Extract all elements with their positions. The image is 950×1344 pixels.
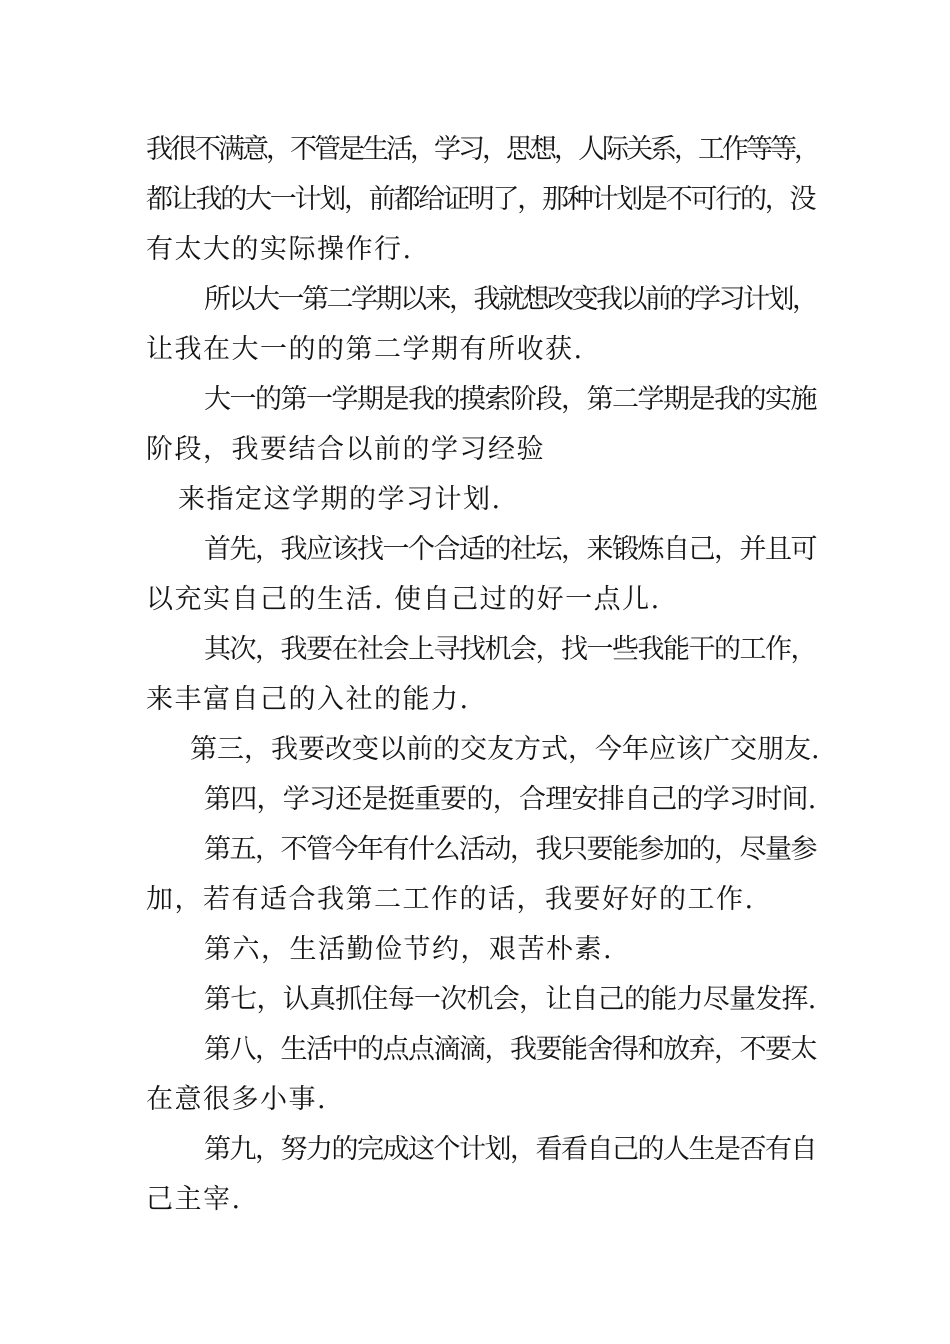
text-line: 第五，不管今年有什么活动，我只要能参加的，尽量参: [204, 834, 816, 865]
text-line: 来丰富自己的入社的能力.: [146, 684, 470, 715]
text-line: 首先，我应该找一个合适的社坛，来锻炼自己，并且可: [204, 534, 816, 565]
text-line: 来指定这学期的学习计划.: [178, 484, 502, 515]
text-line: 第九，努力的完成这个计划，看看自己的人生是否有自: [204, 1134, 816, 1165]
text-line: 让我在大一的的第二学期有所收获.: [146, 334, 584, 365]
text-line: 加，若有适合我第二工作的话，我要好好的工作.: [146, 884, 755, 915]
text-line: 都让我的大一计划，前都给证明了，那种计划是不可行的，没: [146, 184, 815, 215]
text-line: 有太大的实际操作行.: [146, 234, 413, 265]
text-line: 第七，认真抓住每一次机会，让自己的能力尽量发挥.: [204, 984, 816, 1015]
text-line: 以充实自己的生活. 使自己过的好一点儿.: [146, 584, 661, 615]
text-line: 在意很多小事.: [146, 1084, 328, 1115]
text-line: 第八，生活中的点点滴滴，我要能舍得和放弃，不要太: [204, 1034, 816, 1065]
text-line: 我很不满意，不管是生活，学习，思想，人际关系，工作等等，: [146, 134, 818, 165]
text-line: 所以大一第二学期以来，我就想改变我以前的学习计划，: [204, 284, 817, 315]
text-line: 大一的第一学期是我的摸索阶段，第二学期是我的实施: [204, 384, 816, 415]
text-line: 第四，学习还是挺重要的，合理安排自己的学习时间.: [204, 784, 816, 815]
text-line: 己主宰.: [146, 1184, 242, 1215]
text-line: 第三，我要改变以前的交友方式，今年应该广交朋友.: [190, 734, 820, 765]
text-line: 其次，我要在社会上寻找机会，找一些我能干的工作，: [204, 634, 816, 665]
text-line: 第六，生活勤俭节约，艰苦朴素.: [204, 934, 614, 965]
text-line: 阶段，我要结合以前的学习经验: [146, 434, 545, 465]
